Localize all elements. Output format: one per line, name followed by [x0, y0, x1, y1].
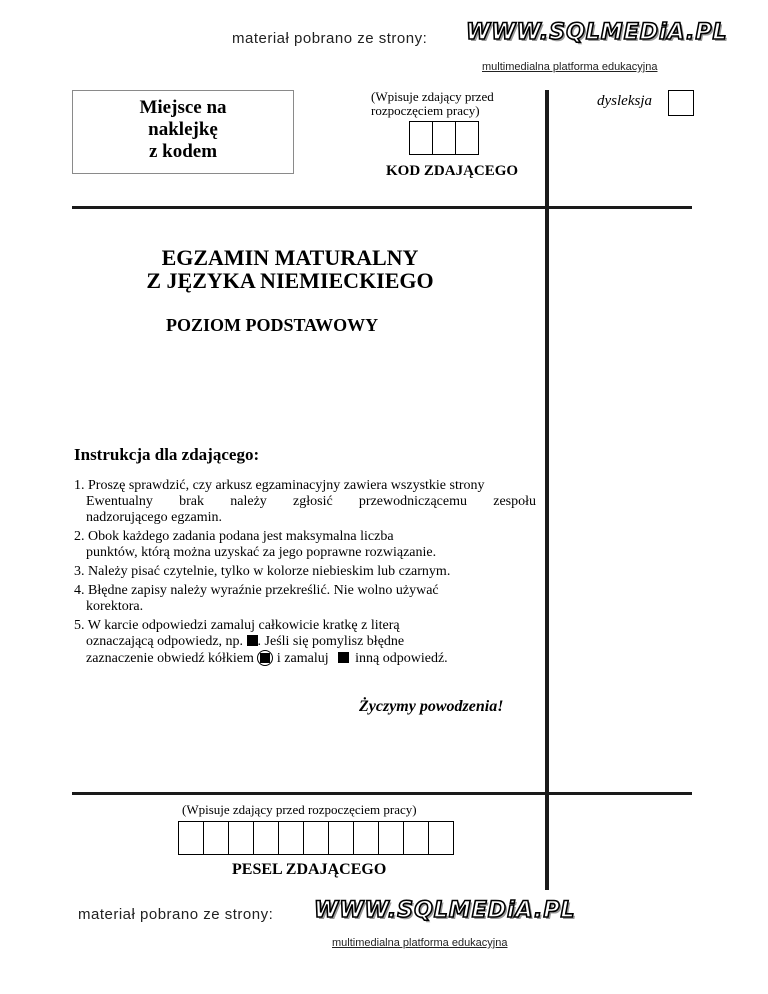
instruction-1-line-2: Ewentualny brak należy zgłosić przewodniczącemu zespołu	[86, 494, 536, 509]
instruction-5-text-d: i zamaluj	[276, 651, 329, 666]
pesel-cell[interactable]	[328, 821, 354, 855]
instruction-item-1	[74, 478, 536, 526]
pesel-cell[interactable]	[278, 821, 304, 855]
bottom-divider	[72, 792, 692, 795]
pesel-label: PESEL ZDAJĄCEGO	[232, 861, 387, 878]
pesel-cell[interactable]	[178, 821, 204, 855]
code-cell[interactable]	[455, 121, 479, 155]
code-note-line-1: (Wpisuje zdający przed	[371, 89, 494, 104]
pesel-cell[interactable]	[203, 821, 229, 855]
pesel-note: (Wpisuje zdający przed rozpoczęciem pracy)	[182, 802, 417, 817]
filled-square-icon	[247, 635, 258, 646]
dyslexia-checkbox[interactable]	[668, 90, 694, 116]
instruction-item-3	[74, 564, 536, 580]
dyslexia-label: dysleksja	[597, 93, 652, 109]
instruction-5-line-2	[74, 634, 536, 650]
instruction-1-line-3: nadzorującego egzamin.	[86, 510, 223, 525]
instruction-2-line-1: 2. Obok każdego zadania podana jest maksymalna liczba	[74, 529, 394, 544]
tagline-link[interactable]: multimedialna platforma edukacyjna	[482, 61, 658, 73]
pesel-cell[interactable]	[378, 821, 404, 855]
pesel-cell[interactable]	[253, 821, 279, 855]
pesel-cell[interactable]	[303, 821, 329, 855]
instruction-item-2	[74, 529, 536, 561]
code-note	[371, 90, 494, 118]
pesel-cells	[178, 821, 453, 855]
instruction-5-text-b: . Jeśli się pomylisz błędne	[257, 634, 405, 649]
filled-square-icon	[338, 652, 349, 663]
pesel-cell[interactable]	[353, 821, 379, 855]
code-note-line-2: rozpoczęciem pracy)	[371, 103, 480, 118]
sticker-line-3: z kodem	[148, 141, 218, 162]
footer-tagline-link[interactable]: multimedialna platforma edukacyjna	[332, 937, 508, 949]
pesel-cell[interactable]	[228, 821, 254, 855]
instruction-4-line-1: 4. Błędne zapisy należy wyraźnie przekreślić. Nie wolno używać	[74, 583, 439, 598]
source-label: materiał pobrano ze strony:	[232, 30, 428, 47]
code-label: KOD ZDAJĄCEGO	[386, 163, 519, 179]
instruction-5-line-3	[74, 650, 536, 667]
sqlmedia-logo[interactable]: WWW.SQLMEDiA.PL	[466, 20, 728, 45]
code-cells	[409, 121, 478, 155]
sticker-line-1: Miejsce na	[139, 97, 227, 118]
exam-title-line-1: EGZAMIN MATURALNY	[161, 245, 419, 270]
pesel-cell[interactable]	[403, 821, 429, 855]
instruction-5-text-e: inną odpowiedź.	[355, 651, 448, 666]
instruction-item-4	[74, 583, 536, 615]
instruction-3-line-1: 3. Należy pisać czytelnie, tylko w kolorze niebieskim lub czarnym.	[74, 564, 451, 579]
instruction-5-line-1: 5. W karcie odpowiedzi zamaluj całkowicie kratkę z literą	[74, 618, 400, 633]
instruction-4-line-2: korektora.	[86, 599, 144, 614]
footer-source-label: materiał pobrano ze strony:	[78, 906, 274, 923]
sticker-placeholder	[72, 90, 294, 174]
instruction-item-5	[74, 618, 536, 667]
footer-sqlmedia-logo[interactable]: WWW.SQLMEDiA.PL	[314, 898, 576, 923]
sticker-line-2: naklejkę	[148, 119, 218, 140]
instructions-list	[74, 478, 536, 670]
circled-square-icon	[257, 650, 273, 666]
instructions-heading: Instrukcja dla zdającego:	[74, 445, 260, 464]
instruction-5-text-a: oznaczającą odpowiedz, np.	[86, 634, 244, 649]
code-cell[interactable]	[409, 121, 433, 155]
vertical-divider	[545, 90, 549, 890]
exam-title-line-2: Z JĘZYKA NIEMIECKIEGO	[146, 268, 434, 293]
exam-level: POZIOM PODSTAWOWY	[166, 315, 379, 335]
pesel-cell[interactable]	[428, 821, 454, 855]
top-divider	[72, 206, 692, 209]
code-cell[interactable]	[432, 121, 456, 155]
instruction-2-line-2: punktów, którą można uzyskać za jego poprawne rozwiązanie.	[86, 545, 437, 560]
good-luck-message: Życzymy powodzenia!	[359, 698, 504, 715]
instruction-1-line-1: 1. Proszę sprawdzić, czy arkusz egzaminacyjny zawiera wszystkie strony	[74, 478, 485, 493]
exam-title	[120, 246, 460, 292]
instruction-5-text-c: zaznaczenie obwiedź kółkiem	[86, 651, 254, 666]
